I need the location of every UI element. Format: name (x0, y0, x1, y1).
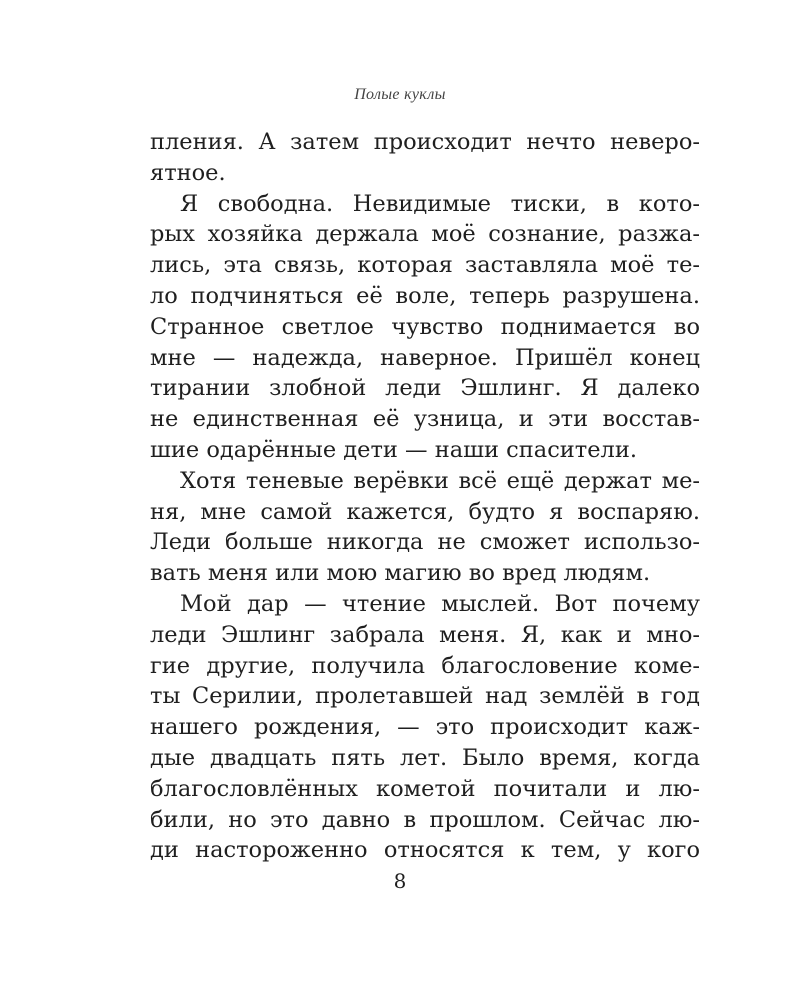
text-line: ди настороженно относятся к тем, у кого (150, 837, 700, 864)
text-line: шие одарённые дети — наши спасители. (150, 436, 637, 463)
page-number: 8 (393, 869, 407, 893)
text-line: Леди больше никогда не сможет использо- (150, 529, 700, 556)
body-text (150, 127, 700, 866)
text-line: били, но это давно в прошлом. Сейчас лю- (150, 806, 700, 833)
text-line: ты Серилии, пролетавшей над землёй в год (150, 683, 700, 710)
text-line: пления. А затем происходит нечто неверо- (150, 129, 700, 155)
text-line: Хотя теневые верёвки всё ещё держат ме- (180, 467, 700, 494)
text-line: леди Эшлинг забрала меня. Я, как и мно- (150, 621, 700, 648)
text-line: ло подчиняться её воле, теперь разрушена. (150, 282, 700, 309)
text-line: Мой дар — чтение мыслей. Вот почему (180, 590, 700, 617)
text-line: гие другие, получила благословение коме- (150, 652, 700, 679)
text-line: благословлённых кометой почитали и лю- (150, 775, 700, 802)
text-line: не единственная её узница, и эти восстав- (150, 406, 700, 433)
text-line: мне — надежда, наверное. Пришёл конец (150, 344, 700, 371)
text-line: ня, мне самой кажется, будто я воспаряю. (150, 498, 700, 525)
text-line: тирании злобной леди Эшлинг. Я далеко (150, 375, 700, 402)
running-head: Полые куклы (354, 86, 446, 103)
text-line: ятное. (150, 159, 226, 186)
text-line: Я свободна. Невидимые тиски, в кото- (180, 190, 700, 217)
text-line: вать меня или мою магию во вред людям. (150, 560, 651, 587)
text-line: Странное светлое чувство поднимается во (150, 313, 700, 340)
text-line: лись, эта связь, которая заставляла моё те- (150, 252, 700, 279)
text-line: дые двадцать пять лет. Было время, когда (150, 744, 700, 771)
text-line: рых хозяйка держала моё сознание, разжа- (150, 221, 700, 248)
text-line: нашего рождения, — это происходит каж- (150, 714, 700, 741)
